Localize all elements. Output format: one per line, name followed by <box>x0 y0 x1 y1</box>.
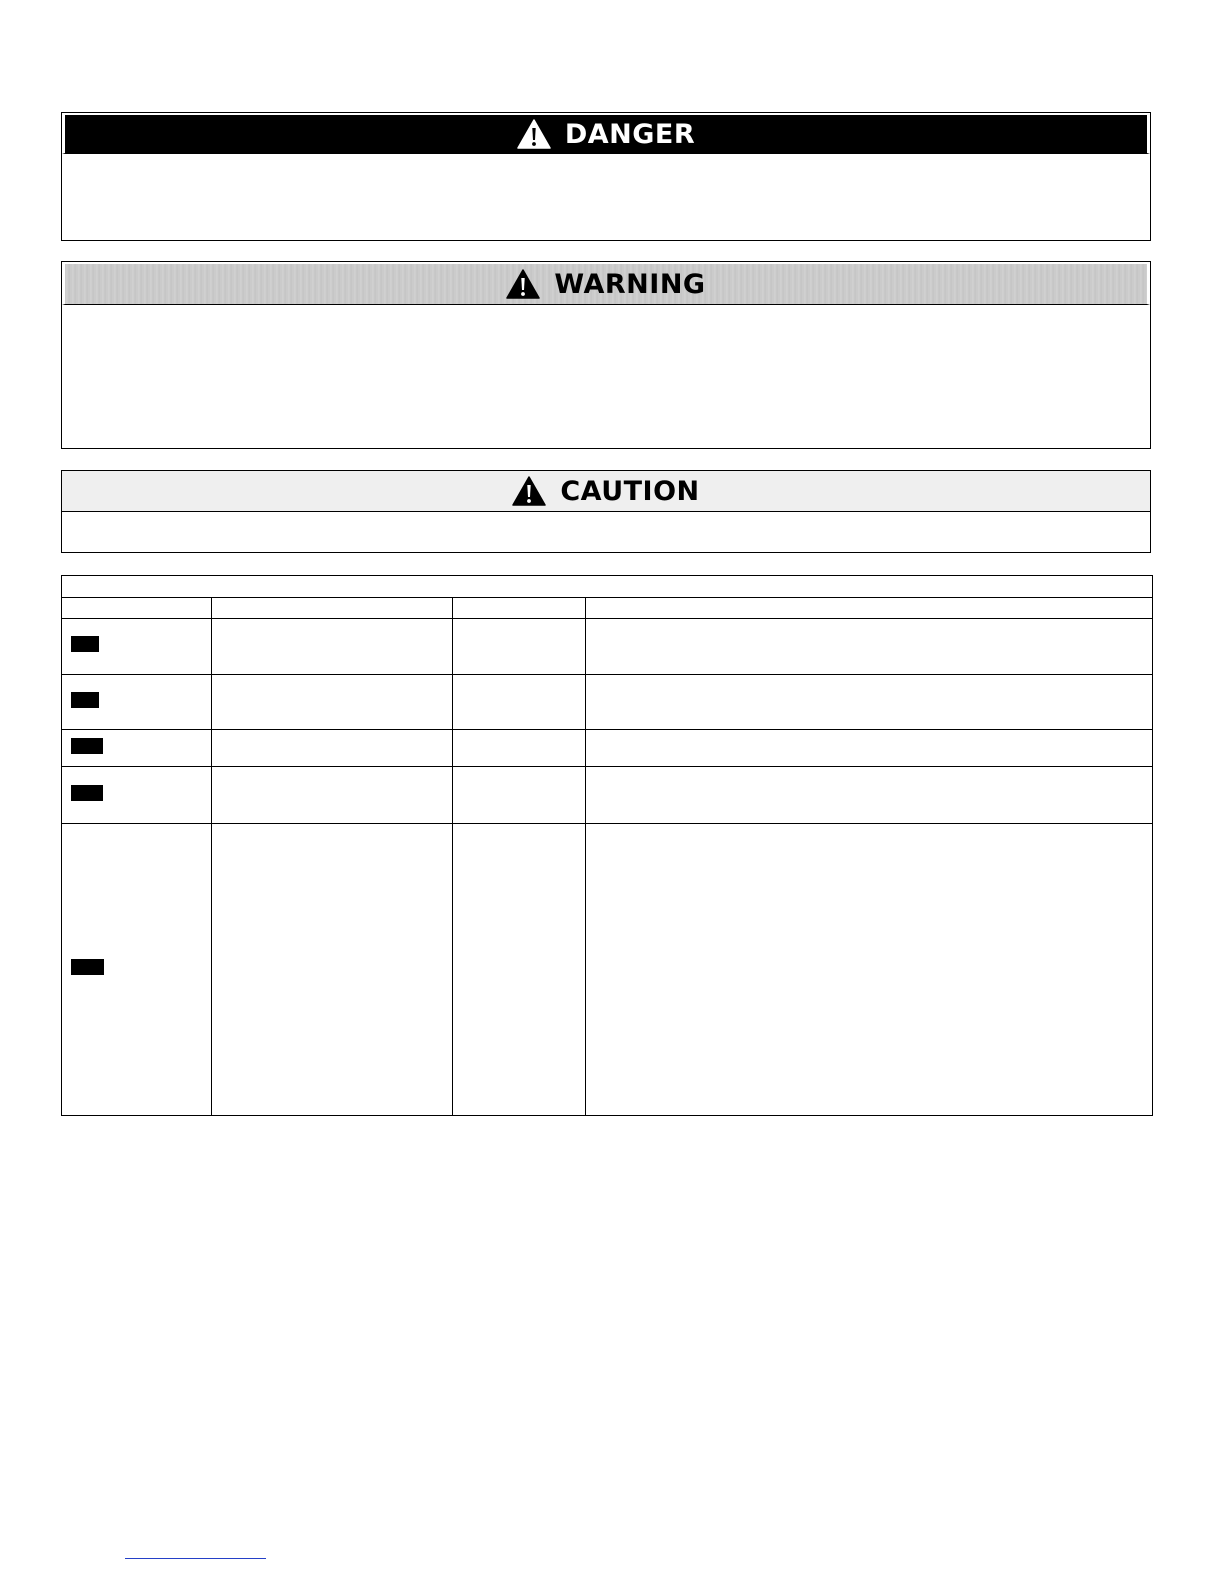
danger-notice <box>61 112 1151 241</box>
warning-title: WARNING <box>554 268 706 300</box>
table-row <box>62 619 1153 675</box>
table-header-cell <box>586 598 1153 619</box>
table-cell <box>453 730 586 767</box>
table-row <box>62 767 1153 824</box>
code-chip <box>71 738 103 754</box>
table-header-cell <box>212 598 453 619</box>
warning-notice <box>61 261 1151 449</box>
caution-notice <box>61 470 1151 553</box>
table-cell <box>586 730 1153 767</box>
table-cell <box>586 767 1153 824</box>
warning-triangle-icon <box>506 269 540 299</box>
table-cell <box>62 824 212 1116</box>
table-cell <box>212 767 453 824</box>
table-cell <box>212 824 453 1116</box>
warning-header <box>62 262 1150 305</box>
table-cell <box>453 767 586 824</box>
table-cell <box>453 675 586 730</box>
danger-title: DANGER <box>564 118 696 150</box>
table-cell <box>453 619 586 675</box>
table-row <box>62 730 1153 767</box>
table-row <box>62 675 1153 730</box>
table-cell <box>586 675 1153 730</box>
table-header-cell <box>62 598 212 619</box>
table-caption <box>62 576 1153 598</box>
table-cell <box>212 730 453 767</box>
warning-triangle-icon <box>517 119 551 149</box>
warning-triangle-icon <box>512 476 546 506</box>
code-chip <box>71 692 99 708</box>
code-table <box>61 575 1153 1116</box>
table-cell <box>62 619 212 675</box>
table-cell <box>453 824 586 1116</box>
table-cell <box>212 675 453 730</box>
table-cell <box>62 767 212 824</box>
table-cell <box>586 619 1153 675</box>
table-cell <box>586 824 1153 1116</box>
table-cell <box>62 730 212 767</box>
table-header-cell <box>453 598 586 619</box>
code-chip <box>71 959 104 975</box>
footer-link[interactable] <box>125 1558 266 1559</box>
table-cell <box>212 619 453 675</box>
danger-header <box>62 113 1150 154</box>
code-chip <box>71 636 99 652</box>
table-cell <box>62 675 212 730</box>
table-row <box>62 824 1153 1116</box>
caution-title: CAUTION <box>560 475 700 507</box>
code-chip <box>71 785 103 801</box>
caution-header <box>62 471 1150 512</box>
